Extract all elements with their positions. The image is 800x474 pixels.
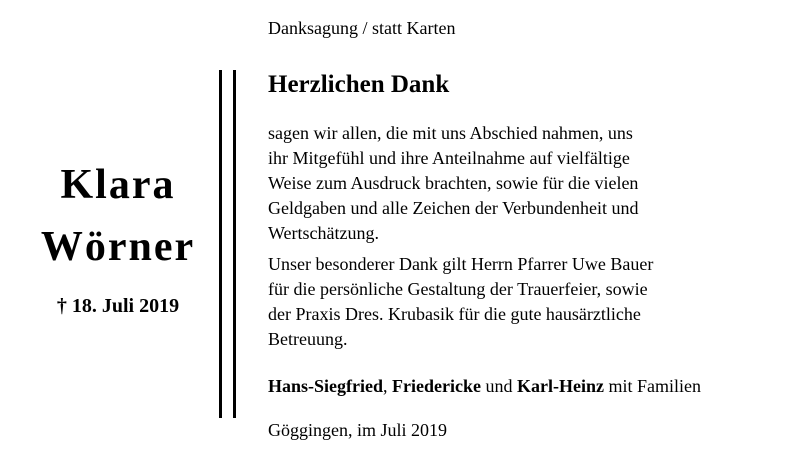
paragraph-line: ihr Mitgefühl und ihre Anteilnahme auf vielfältige xyxy=(268,148,630,168)
paragraph-line: sagen wir allen, die mit uns Abschied nahmen, uns xyxy=(268,123,633,143)
special-thanks-paragraph xyxy=(268,252,788,352)
deceased-block xyxy=(0,160,236,318)
paragraph-line: für die persönliche Gestaltung der Trauerfeier, sowie xyxy=(268,279,648,299)
paragraph-line: Betreuung. xyxy=(268,329,348,349)
paragraph-line: Unser besonderer Dank gilt Herrn Pfarrer Uwe Bauer xyxy=(268,254,654,274)
signer-name: Friedericke xyxy=(392,376,481,396)
thank-you-paragraph xyxy=(268,121,788,246)
signer-name: Karl-Heinz xyxy=(516,376,604,396)
thank-you-block xyxy=(268,70,788,442)
divider-line-right xyxy=(233,70,236,418)
signer-separator: und xyxy=(480,376,517,396)
thank-you-heading: Herzlichen Dank xyxy=(268,71,450,98)
deceased-last-name: Wörner xyxy=(40,224,196,270)
notice-type-header: Danksagung / statt Karten xyxy=(268,18,456,38)
signer-separator: , xyxy=(383,376,392,396)
paragraph-line: der Praxis Dres. Krubasik für die gute hausärztliche xyxy=(268,304,641,324)
signers-line xyxy=(268,374,788,398)
deceased-first-name: Klara xyxy=(60,162,176,208)
paragraph-line: Weise zum Ausdruck brachten, sowie für die vielen xyxy=(268,173,639,193)
paragraph-line: Geldgaben und alle Zeichen der Verbundenheit und xyxy=(268,198,639,218)
signer-name: Hans-Siegfried xyxy=(268,376,383,396)
death-date: † 18. Juli 2019 xyxy=(56,295,180,317)
place-and-date: Göggingen, im Juli 2019 xyxy=(268,420,447,440)
divider-line-left xyxy=(219,70,222,418)
paragraph-line: Wertschätzung. xyxy=(268,223,380,243)
signer-suffix: mit Familien xyxy=(603,376,701,396)
